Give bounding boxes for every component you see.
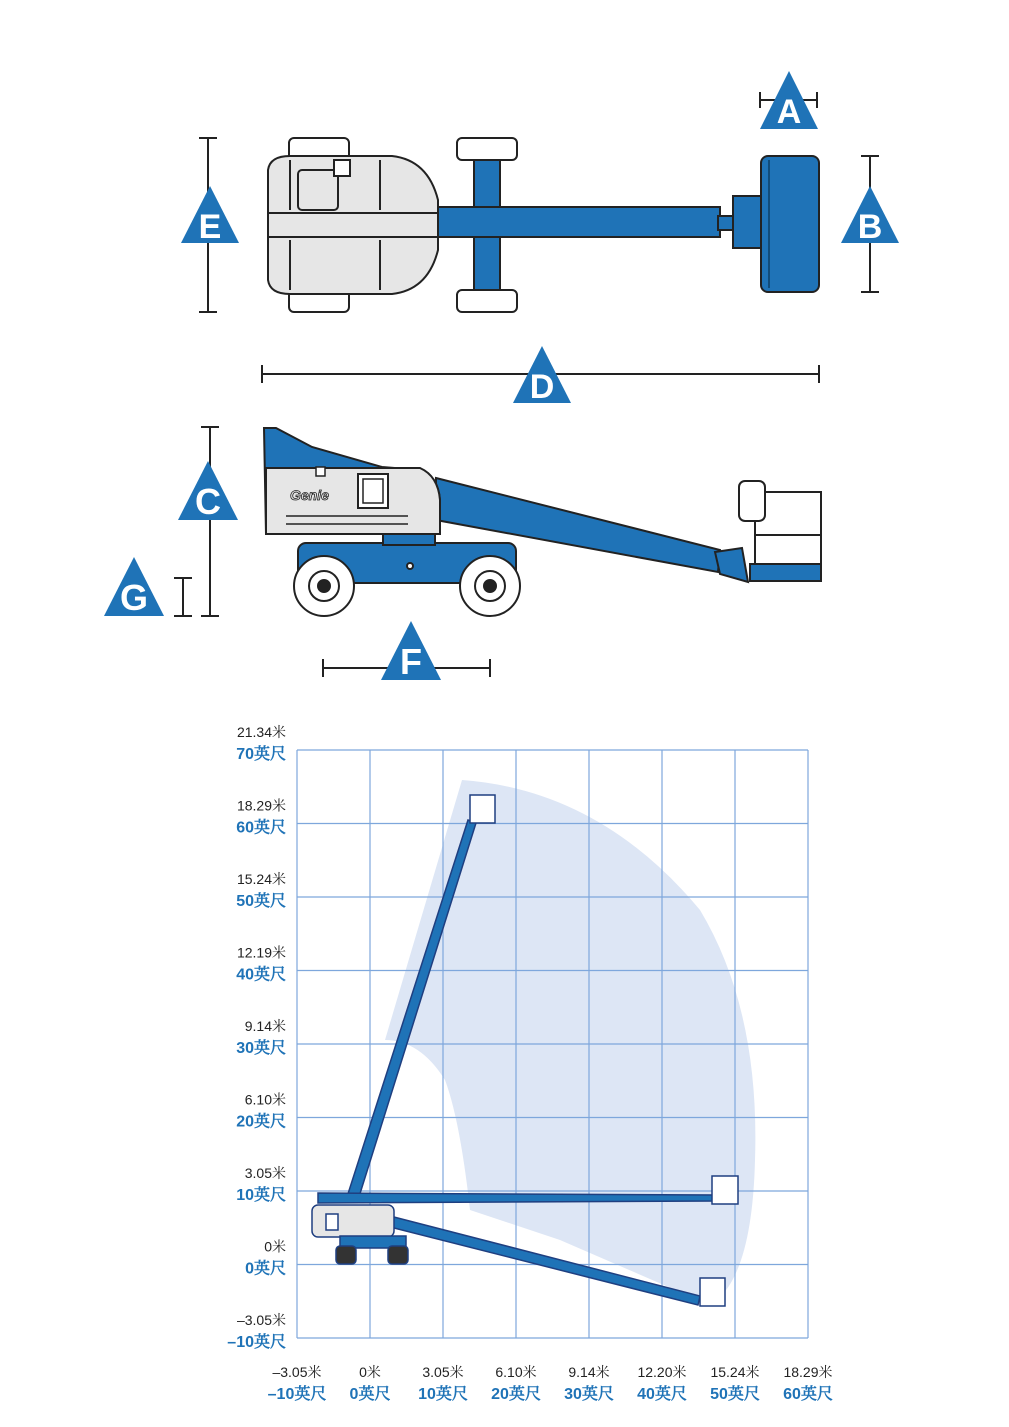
marker-e — [181, 186, 239, 246]
x-tick-feet: 0英尺 — [349, 1386, 391, 1403]
y-tick-meters: 12.19米 — [236, 944, 286, 961]
svg-text:E: E — [198, 208, 222, 246]
svg-text:D: D — [529, 368, 555, 406]
x-tick-feet: 50英尺 — [710, 1386, 760, 1403]
turntable-body — [268, 156, 438, 294]
y-tick-meters: 3.05米 — [244, 1165, 286, 1181]
dimension-g — [174, 578, 192, 616]
x-tick-meters: 15.24米 — [710, 1364, 760, 1380]
y-tick-feet: 30英尺 — [236, 1040, 286, 1057]
range-chart — [227, 724, 833, 1403]
working-envelope — [385, 780, 755, 1305]
x-tick-feet: 20英尺 — [491, 1386, 541, 1403]
x-tick-feet: 40英尺 — [637, 1386, 687, 1403]
chart-machine — [312, 1205, 394, 1237]
y-tick-feet: 10英尺 — [236, 1187, 286, 1204]
y-tick-meters: 0米 — [264, 1238, 286, 1255]
x-tick-meters: 0米 — [359, 1364, 381, 1380]
x-tick-feet: –10英尺 — [267, 1386, 327, 1403]
svg-text:C: C — [195, 481, 221, 522]
x-axis-labels — [268, 1364, 833, 1403]
svg-text:B: B — [857, 208, 883, 246]
machine-side — [264, 428, 821, 616]
x-tick-feet: 10英尺 — [418, 1386, 468, 1403]
marker-f — [381, 621, 441, 682]
jib — [715, 548, 748, 582]
x-tick-feet: 60英尺 — [783, 1386, 833, 1403]
x-tick-feet: 30英尺 — [564, 1386, 614, 1403]
wheel — [457, 138, 517, 160]
platform-lowered — [700, 1278, 725, 1306]
platform — [739, 481, 821, 581]
x-tick-meters: –3.05米 — [272, 1364, 322, 1380]
y-axis-labels — [227, 724, 286, 1351]
y-tick-meters: 18.29米 — [236, 797, 286, 814]
x-tick-meters: 6.10米 — [495, 1364, 537, 1380]
y-tick-meters: 15.24米 — [236, 871, 286, 887]
y-tick-meters: 21.34米 — [236, 724, 286, 740]
y-tick-feet: 60英尺 — [236, 819, 286, 837]
wheel — [294, 556, 354, 616]
jib — [733, 196, 761, 248]
marker-g — [104, 557, 164, 618]
x-tick-meters: 18.29米 — [783, 1364, 833, 1380]
y-tick-feet: 40英尺 — [236, 966, 286, 984]
brand-logo: Genie — [290, 487, 329, 503]
svg-text:A: A — [776, 93, 802, 131]
svg-text:F: F — [400, 641, 422, 682]
x-tick-meters: 12.20米 — [637, 1364, 687, 1380]
y-tick-feet: 70英尺 — [236, 746, 286, 763]
x-tick-meters: 9.14米 — [568, 1364, 610, 1380]
side-view — [174, 427, 821, 677]
platform-horizontal — [712, 1176, 738, 1204]
wheel — [457, 290, 517, 312]
machine-top — [268, 138, 819, 312]
boom — [420, 207, 720, 237]
marker-c — [178, 461, 238, 522]
y-tick-feet: 0英尺 — [245, 1260, 286, 1278]
top-view — [199, 92, 879, 383]
y-tick-feet: 50英尺 — [236, 893, 286, 910]
marker-b — [841, 186, 899, 246]
x-tick-meters: 3.05米 — [422, 1364, 464, 1380]
y-tick-feet: –10英尺 — [227, 1334, 286, 1351]
y-tick-meters: 9.14米 — [244, 1018, 286, 1034]
wheel — [460, 556, 520, 616]
y-tick-feet: 20英尺 — [236, 1113, 286, 1131]
boom-horizontal — [318, 1193, 718, 1203]
y-tick-meters: 6.10米 — [244, 1091, 286, 1108]
marker-d — [513, 346, 571, 406]
svg-text:G: G — [119, 577, 149, 618]
platform-raised — [470, 795, 495, 823]
y-tick-meters: –3.05米 — [236, 1312, 286, 1328]
